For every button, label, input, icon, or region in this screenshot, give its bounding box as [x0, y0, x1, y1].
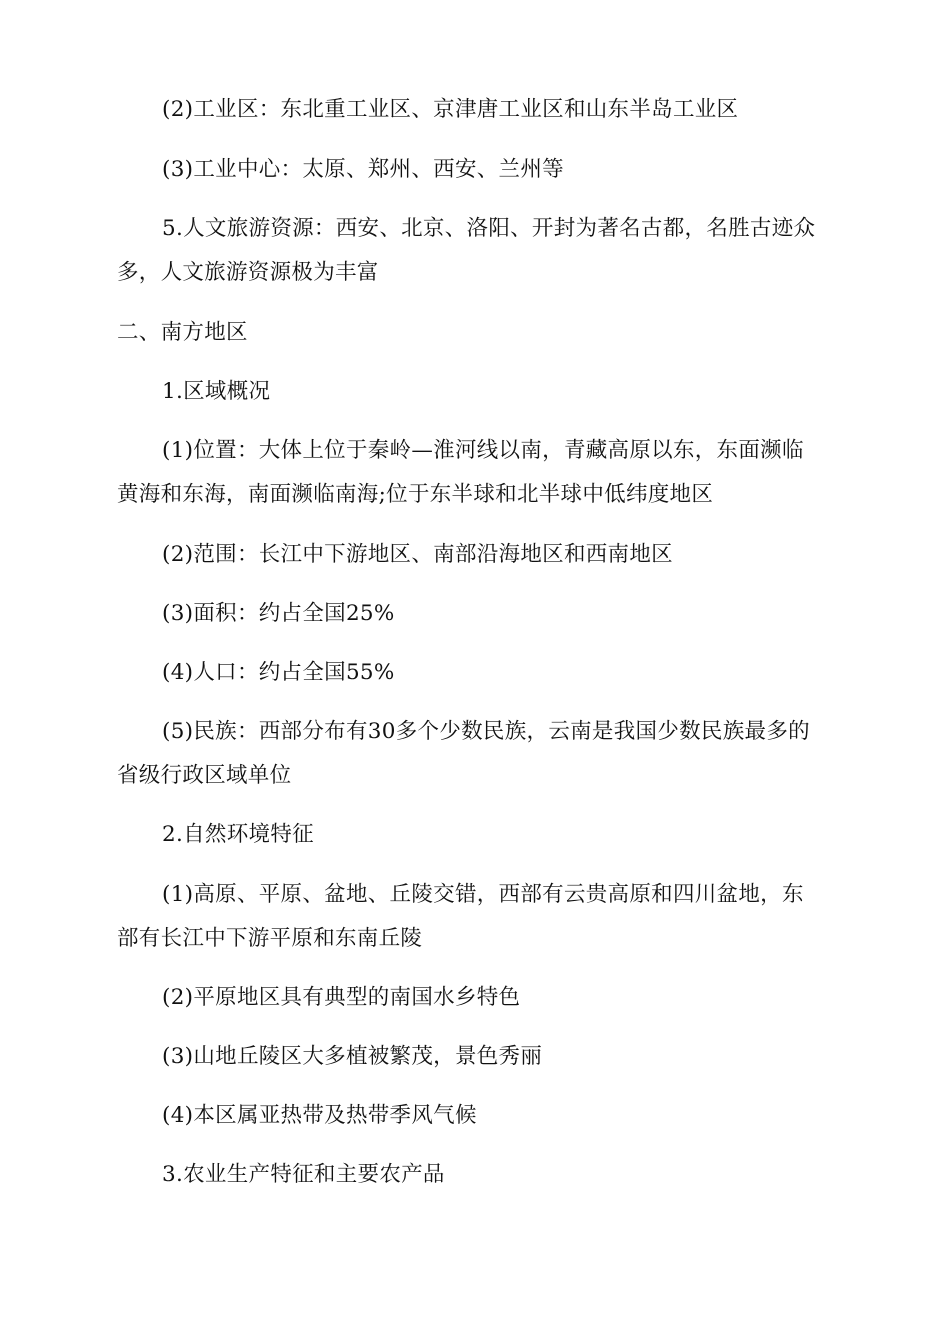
paragraph-plains: (2)平原地区具有典型的南国水乡特色: [162, 985, 521, 1010]
section-heading-south: 二、南方地区: [117, 320, 248, 345]
subheading-natural-environment: 2.自然环境特征: [162, 822, 314, 847]
paragraph-population: (4)人口：约占全国55%: [162, 660, 395, 685]
paragraph-terrain-line-1: (1)高原、平原、盆地、丘陵交错，西部有云贵高原和四川盆地，东: [162, 882, 804, 907]
paragraph-scope: (2)范围：长江中下游地区、南部沿海地区和西南地区: [162, 542, 673, 567]
paragraph-industrial-centers: (3)工业中心：太原、郑州、西安、兰州等: [162, 157, 564, 182]
paragraph-climate: (4)本区属亚热带及热带季风气候: [162, 1103, 477, 1128]
paragraph-tourism-line-1: 5.人文旅游资源：西安、北京、洛阳、开封为著名古都，名胜古迹众: [162, 216, 816, 241]
paragraph-ethnicity-line-1: (5)民族：西部分布有30多个少数民族，云南是我国少数民族最多的: [162, 719, 810, 744]
paragraph-terrain-line-2: 部有长江中下游平原和东南丘陵: [117, 926, 423, 951]
paragraph-ethnicity-line-2: 省级行政区域单位: [117, 763, 292, 788]
subheading-region-overview: 1.区域概况: [162, 379, 271, 404]
paragraph-tourism-line-2: 多，人文旅游资源极为丰富: [117, 260, 379, 285]
paragraph-location-line-1: (1)位置：大体上位于秦岭—淮河线以南，青藏高原以东，东面濒临: [162, 438, 804, 463]
paragraph-area: (3)面积：约占全国25%: [162, 601, 395, 626]
paragraph-industrial-zones: (2)工业区：东北重工业区、京津唐工业区和山东半岛工业区: [162, 97, 739, 122]
paragraph-hills: (3)山地丘陵区大多植被繁茂，景色秀丽: [162, 1044, 543, 1069]
paragraph-location-line-2: 黄海和东海，南面濒临南海;位于东半球和北半球中低纬度地区: [117, 482, 714, 507]
subheading-agriculture: 3.农业生产特征和主要农产品: [162, 1162, 445, 1187]
